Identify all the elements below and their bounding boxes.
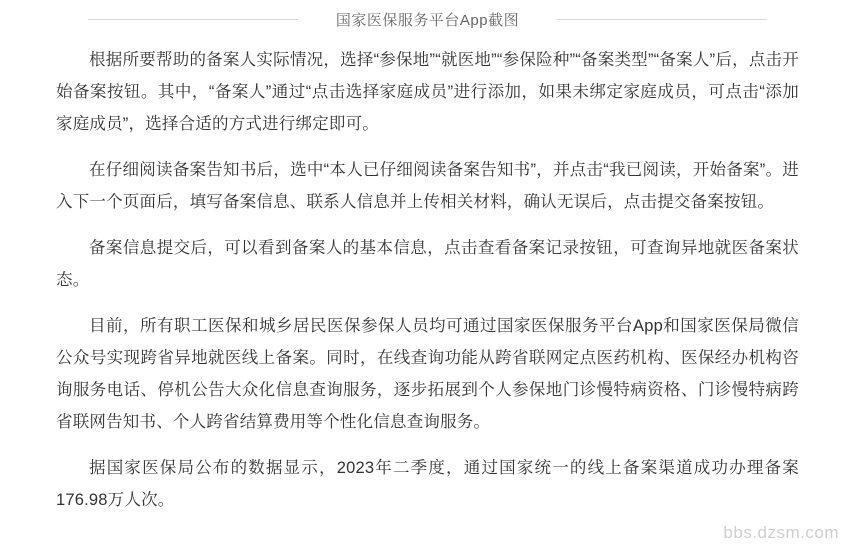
paragraph: 根据所要帮助的备案人实际情况，选择“参保地”“就医地”“参保险种”“备案类型”“备案人”后，点击开始备案按钮。其中，“备案人”通过“点击选择家庭成员”进行添加，如果未绑定家庭成员，可点击“添加家庭成员”，选择合适的方式进行绑定即可。 <box>56 51 799 133</box>
paragraph: 在仔细阅读备案告知书后，选中“本人已仔细阅读备案告知书”，并点击“我已阅读，开始备案”。进入下一个页面后，填写备案信息、联系人信息并上传相关材料，确认无误后，点击提交备案按钮。 <box>56 161 799 211</box>
caption-divider-right <box>557 19 767 20</box>
article-body <box>0 38 855 516</box>
figure-caption <box>0 0 855 38</box>
caption-divider-left <box>88 19 298 20</box>
caption-label: 国家医保服务平台App截图 <box>326 9 529 30</box>
paragraph: 备案信息提交后，可以看到备案人的基本信息，点击查看备案记录按钮，可查询异地就医备案状态。 <box>56 239 799 289</box>
site-watermark: bbs.dzsm.com <box>723 523 839 542</box>
paragraph: 目前，所有职工医保和城乡居民医保参保人员均可通过国家医保服务平台App和国家医保局微信公众号实现跨省异地就医线上备案。同时，在线查询功能从跨省联网定点医药机构、医保经办机构咨询服务电话、停机公告大众化信息查询服务，逐步拓展到个人参保地门诊慢特病资格、门诊慢特病跨省联网告知书、个人跨省结算费用等个性化信息查询服务。 <box>56 317 799 431</box>
paragraph: 据国家医保局公布的数据显示，2023年二季度，通过国家统一的线上备案渠道成功办理备案176.98万人次。 <box>56 459 799 509</box>
